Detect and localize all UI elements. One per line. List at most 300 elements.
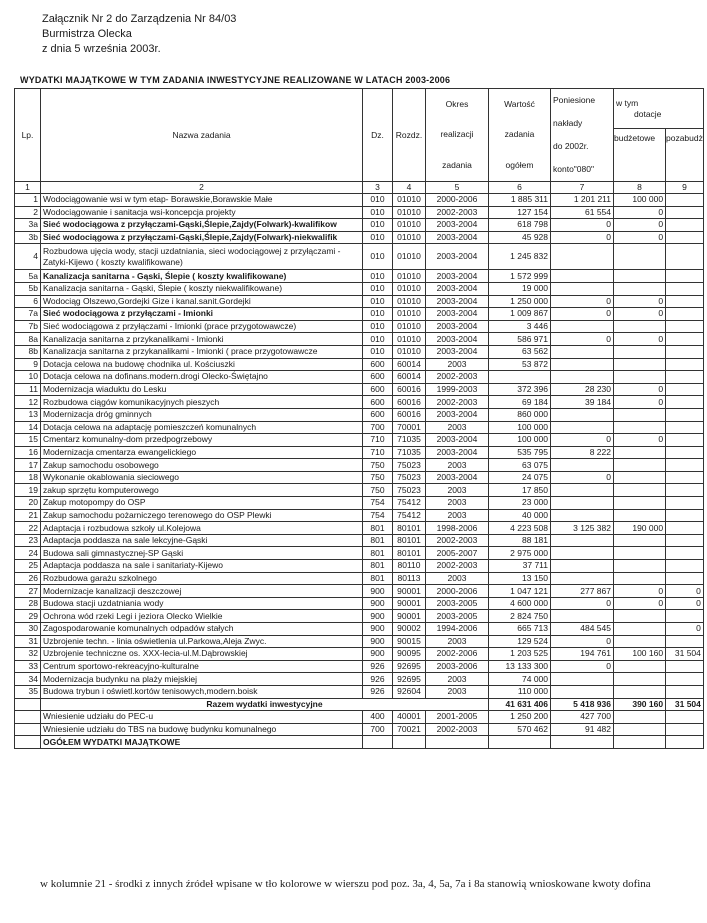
row-nazwa: Zakup samochodu pożarniczego terenowego do OSP Plewki bbox=[41, 509, 363, 522]
row-poniesione bbox=[551, 320, 614, 333]
table-row bbox=[15, 194, 704, 207]
row-dz: 010 bbox=[363, 206, 393, 219]
row-okres: 2000-2006 bbox=[426, 585, 489, 598]
row-dotacje-budzetowe bbox=[614, 623, 666, 636]
row-poniesione bbox=[551, 345, 614, 358]
row-nazwa: Modernizacja budynku na plaży miejskiej bbox=[41, 673, 363, 686]
row-dotacje-budzetowe bbox=[614, 610, 666, 623]
row-okres: 2003-2004 bbox=[426, 270, 489, 283]
row-wartosc: 74 000 bbox=[489, 673, 551, 686]
row-dz: 801 bbox=[363, 547, 393, 560]
row-dz: 010 bbox=[363, 345, 393, 358]
row-lp: 17 bbox=[15, 459, 41, 472]
row-okres: 2002-2003 bbox=[426, 396, 489, 409]
row-rozdz: 80101 bbox=[393, 534, 426, 547]
row-nazwa: Wodociąg Olszewo,Gordejki Gize i kanal.sanit.Gordejki bbox=[41, 295, 363, 308]
row-nazwa: Budowa stacji uzdatniania wody bbox=[41, 597, 363, 610]
row-nazwa: Modernizacja wiaduktu do Lesku bbox=[41, 383, 363, 396]
row-dz: 010 bbox=[363, 320, 393, 333]
row-nazwa: Budowa trybun i oświetl.kortów tenisowych,modern.boisk bbox=[41, 685, 363, 698]
grand-total-cell bbox=[426, 736, 489, 749]
row-wartosc: 1 245 832 bbox=[489, 244, 551, 270]
row-lp: 6 bbox=[15, 295, 41, 308]
row-dotacje-budzetowe bbox=[614, 421, 666, 434]
grand-total-cell bbox=[614, 736, 666, 749]
row-wartosc: 19 000 bbox=[489, 282, 551, 295]
row-rozdz: 75023 bbox=[393, 484, 426, 497]
row-dotacje-budzetowe bbox=[614, 723, 666, 736]
row-wartosc: 860 000 bbox=[489, 408, 551, 421]
row-okres: 2003-2004 bbox=[426, 471, 489, 484]
column-index-cell: 7 bbox=[551, 182, 614, 194]
row-nazwa: Adaptacja i rozbudowa szkoły ul.Kolejowa bbox=[41, 522, 363, 535]
row-poniesione: 0 bbox=[551, 635, 614, 648]
row-wartosc: 665 713 bbox=[489, 623, 551, 636]
row-dotacje-budzetowe bbox=[614, 685, 666, 698]
row-dotacje-pozabudzetowe bbox=[666, 610, 704, 623]
row-poniesione: 0 bbox=[551, 434, 614, 447]
row-poniesione bbox=[551, 673, 614, 686]
row-dotacje-pozabudzetowe bbox=[666, 244, 704, 270]
row-rozdz: 71035 bbox=[393, 446, 426, 459]
total-label: Razem wydatki inwestycyjne bbox=[41, 698, 489, 711]
row-rozdz: 01010 bbox=[393, 219, 426, 232]
column-index-cell: 9 bbox=[666, 182, 704, 194]
row-rozdz: 01010 bbox=[393, 282, 426, 295]
row-dz: 926 bbox=[363, 660, 393, 673]
row-lp: 22 bbox=[15, 522, 41, 535]
row-okres: 2003 bbox=[426, 685, 489, 698]
row-wartosc: 618 798 bbox=[489, 219, 551, 232]
row-okres: 2003-2004 bbox=[426, 320, 489, 333]
row-rozdz: 01010 bbox=[393, 333, 426, 346]
row-okres: 2002-2003 bbox=[426, 560, 489, 573]
row-dz: 801 bbox=[363, 522, 393, 535]
row-dotacje-budzetowe bbox=[614, 282, 666, 295]
row-nazwa: Kanalizacja sanitarna z przykanalikami - Imionki ( prace przygotowawcze bbox=[41, 345, 363, 358]
table-row bbox=[15, 522, 704, 535]
row-rozdz: 40001 bbox=[393, 711, 426, 724]
row-okres: 2005-2007 bbox=[426, 547, 489, 560]
row-nazwa: Kanalizacja sanitarna - Gąski, Ślepie ( koszty kwalifikowane) bbox=[41, 270, 363, 283]
row-rozdz: 80110 bbox=[393, 560, 426, 573]
row-lp bbox=[15, 711, 41, 724]
row-dotacje-budzetowe: 0 bbox=[614, 206, 666, 219]
row-lp: 10 bbox=[15, 371, 41, 384]
row-nazwa: Rozbudowa garażu szkolnego bbox=[41, 572, 363, 585]
col-nazwa: Nazwa zadania bbox=[41, 89, 363, 182]
row-dotacje-pozabudzetowe bbox=[666, 572, 704, 585]
table-row bbox=[15, 484, 704, 497]
table-row bbox=[15, 408, 704, 421]
row-rozdz: 01010 bbox=[393, 320, 426, 333]
footnote: w kolumnie 21 - środki z innych źródeł wpisane w tło kolorowe w wierszu pod poz. 3a, 4, 5a, 7a i 8a stanowią wnioskowane kwoty dofina bbox=[40, 878, 651, 890]
row-wartosc: 40 000 bbox=[489, 509, 551, 522]
row-nazwa: Rozbudowa ciągów komunikacyjnych pieszych bbox=[41, 396, 363, 409]
row-rozdz: 80101 bbox=[393, 547, 426, 560]
row-okres: 2003 bbox=[426, 635, 489, 648]
row-dotacje-pozabudzetowe bbox=[666, 459, 704, 472]
grand-total-cell bbox=[666, 736, 704, 749]
row-dz: 900 bbox=[363, 635, 393, 648]
row-poniesione: 1 201 211 bbox=[551, 194, 614, 207]
row-okres: 2003 bbox=[426, 484, 489, 497]
row-okres: 2003-2004 bbox=[426, 446, 489, 459]
row-dz: 600 bbox=[363, 408, 393, 421]
row-lp: 23 bbox=[15, 534, 41, 547]
row-okres: 2002-2003 bbox=[426, 723, 489, 736]
row-dotacje-pozabudzetowe bbox=[666, 711, 704, 724]
row-okres: 2002-2003 bbox=[426, 206, 489, 219]
row-poniesione bbox=[551, 421, 614, 434]
row-okres: 2000-2006 bbox=[426, 194, 489, 207]
row-dz: 926 bbox=[363, 673, 393, 686]
row-dotacje-pozabudzetowe: 31 504 bbox=[666, 648, 704, 661]
row-lp: 34 bbox=[15, 673, 41, 686]
row-lp: 35 bbox=[15, 685, 41, 698]
row-dz: 900 bbox=[363, 623, 393, 636]
table-row bbox=[15, 383, 704, 396]
expenditure-table bbox=[14, 88, 704, 749]
row-dz: 900 bbox=[363, 585, 393, 598]
row-dz: 926 bbox=[363, 685, 393, 698]
col-rozdz: Rozdz. bbox=[393, 89, 426, 182]
row-poniesione bbox=[551, 547, 614, 560]
row-wartosc: 586 971 bbox=[489, 333, 551, 346]
row-lp: 5a bbox=[15, 270, 41, 283]
row-poniesione bbox=[551, 270, 614, 283]
row-poniesione: 0 bbox=[551, 308, 614, 321]
total-budzetowe: 390 160 bbox=[614, 698, 666, 711]
grand-total-row bbox=[15, 736, 704, 749]
row-dotacje-budzetowe bbox=[614, 345, 666, 358]
row-dz: 750 bbox=[363, 471, 393, 484]
row-wartosc: 4 600 000 bbox=[489, 597, 551, 610]
row-rozdz: 75412 bbox=[393, 497, 426, 510]
row-wartosc: 2 824 750 bbox=[489, 610, 551, 623]
row-rozdz: 75023 bbox=[393, 459, 426, 472]
grand-total-cell bbox=[489, 736, 551, 749]
row-rozdz: 01010 bbox=[393, 308, 426, 321]
row-dotacje-pozabudzetowe bbox=[666, 333, 704, 346]
row-dotacje-budzetowe bbox=[614, 509, 666, 522]
row-dz: 801 bbox=[363, 560, 393, 573]
extra-row bbox=[15, 723, 704, 736]
row-nazwa: Zakup samochodu osobowego bbox=[41, 459, 363, 472]
row-wartosc: 13 150 bbox=[489, 572, 551, 585]
row-dotacje-pozabudzetowe bbox=[666, 434, 704, 447]
table-row bbox=[15, 320, 704, 333]
row-dotacje-pozabudzetowe: 0 bbox=[666, 585, 704, 598]
row-poniesione: 28 230 bbox=[551, 383, 614, 396]
row-dotacje-budzetowe: 100 000 bbox=[614, 194, 666, 207]
row-lp: 21 bbox=[15, 509, 41, 522]
table-row bbox=[15, 219, 704, 232]
row-poniesione bbox=[551, 282, 614, 295]
row-lp: 9 bbox=[15, 358, 41, 371]
table-row bbox=[15, 421, 704, 434]
col-pozabudzetowe: pozabudż bbox=[666, 133, 703, 143]
row-lp: 24 bbox=[15, 547, 41, 560]
row-dotacje-pozabudzetowe: 0 bbox=[666, 597, 704, 610]
row-nazwa: Uzbrojenie techniczne os. XXX-lecia-ul.M.Dąbrowskiej bbox=[41, 648, 363, 661]
table-row bbox=[15, 534, 704, 547]
row-poniesione: 427 700 bbox=[551, 711, 614, 724]
row-dotacje-budzetowe: 0 bbox=[614, 308, 666, 321]
row-lp: 18 bbox=[15, 471, 41, 484]
row-rozdz: 80101 bbox=[393, 522, 426, 535]
row-dotacje-budzetowe: 0 bbox=[614, 219, 666, 232]
row-lp: 14 bbox=[15, 421, 41, 434]
row-dotacje-budzetowe bbox=[614, 572, 666, 585]
row-wartosc bbox=[489, 371, 551, 384]
row-nazwa: Uzbrojenie techn. - linia oświetlenia ul.Parkowa,Aleja Zwyc. bbox=[41, 635, 363, 648]
row-dotacje-pozabudzetowe bbox=[666, 345, 704, 358]
row-rozdz: 01010 bbox=[393, 295, 426, 308]
page-title: WYDATKI MAJĄTKOWE W TYM ZADANIA INWESTYCYJNE REALIZOWANE W LATACH 2003-2006 bbox=[20, 75, 451, 85]
row-rozdz: 01010 bbox=[393, 270, 426, 283]
row-dotacje-pozabudzetowe bbox=[666, 206, 704, 219]
table-row bbox=[15, 358, 704, 371]
row-nazwa: Dotacja celowa na dofinans.modern.drogi Olecko-Świętajno bbox=[41, 371, 363, 384]
row-lp: 12 bbox=[15, 396, 41, 409]
row-rozdz: 01010 bbox=[393, 345, 426, 358]
row-dotacje-budzetowe: 0 bbox=[614, 597, 666, 610]
row-dz: 010 bbox=[363, 244, 393, 270]
row-wartosc: 100 000 bbox=[489, 421, 551, 434]
row-nazwa: Wodociągowanie i sanitacja wsi-koncepcja projekty bbox=[41, 206, 363, 219]
column-index-cell: 8 bbox=[614, 182, 666, 194]
row-dotacje-budzetowe bbox=[614, 371, 666, 384]
row-dotacje-pozabudzetowe bbox=[666, 308, 704, 321]
row-lp bbox=[15, 723, 41, 736]
table-row bbox=[15, 660, 704, 673]
row-nazwa: Zakup motopompy do OSP bbox=[41, 497, 363, 510]
row-poniesione: 0 bbox=[551, 471, 614, 484]
row-dotacje-budzetowe bbox=[614, 547, 666, 560]
row-nazwa: Sieć wodociągowa z przyłączami-Gąski,Ślepie,Zajdy(Folwark)-kwalifikow bbox=[41, 219, 363, 232]
row-dotacje-budzetowe bbox=[614, 560, 666, 573]
row-dotacje-budzetowe bbox=[614, 635, 666, 648]
row-nazwa: Sieć wodociągowa z przyłączami - Imionki bbox=[41, 308, 363, 321]
table-row bbox=[15, 270, 704, 283]
row-rozdz: 90001 bbox=[393, 585, 426, 598]
row-dz: 710 bbox=[363, 434, 393, 447]
row-dz: 010 bbox=[363, 282, 393, 295]
row-okres: 2003-2004 bbox=[426, 282, 489, 295]
row-wartosc: 17 850 bbox=[489, 484, 551, 497]
row-dotacje-pozabudzetowe bbox=[666, 396, 704, 409]
row-dotacje-budzetowe: 0 bbox=[614, 295, 666, 308]
row-wartosc: 23 000 bbox=[489, 497, 551, 510]
row-dotacje-budzetowe bbox=[614, 660, 666, 673]
row-dotacje-pozabudzetowe bbox=[666, 673, 704, 686]
row-lp: 1 bbox=[15, 194, 41, 207]
row-okres: 2003-2004 bbox=[426, 231, 489, 244]
row-wartosc: 1 047 121 bbox=[489, 585, 551, 598]
row-dotacje-pozabudzetowe bbox=[666, 295, 704, 308]
row-okres: 2003-2004 bbox=[426, 434, 489, 447]
row-nazwa: Adaptacja poddasza na sale lekcyjne-Gąski bbox=[41, 534, 363, 547]
row-wartosc: 1 250 000 bbox=[489, 295, 551, 308]
row-wartosc: 535 795 bbox=[489, 446, 551, 459]
row-poniesione bbox=[551, 358, 614, 371]
row-dz: 801 bbox=[363, 534, 393, 547]
row-lp: 19 bbox=[15, 484, 41, 497]
row-rozdz: 90015 bbox=[393, 635, 426, 648]
row-nazwa: Adaptacja poddasza na sale i sanitariaty-Kijewo bbox=[41, 560, 363, 573]
row-okres: 2003-2004 bbox=[426, 308, 489, 321]
col-dz: Dz. bbox=[363, 89, 393, 182]
row-dotacje-pozabudzetowe bbox=[666, 484, 704, 497]
header-line-1: Załącznik Nr 2 do Zarządzenia Nr 84/03 bbox=[42, 13, 237, 25]
row-nazwa: Wykonanie okablowania sieciowego bbox=[41, 471, 363, 484]
row-poniesione bbox=[551, 497, 614, 510]
row-okres: 2003 bbox=[426, 421, 489, 434]
row-rozdz: 01010 bbox=[393, 244, 426, 270]
row-dotacje-budzetowe bbox=[614, 244, 666, 270]
row-dotacje-pozabudzetowe bbox=[666, 231, 704, 244]
table-row bbox=[15, 597, 704, 610]
table-row bbox=[15, 231, 704, 244]
row-nazwa: Cmentarz komunalny-dom przedpogrzebowy bbox=[41, 434, 363, 447]
table-row bbox=[15, 560, 704, 573]
row-wartosc: 1 203 525 bbox=[489, 648, 551, 661]
header-line-3: z dnia 5 września 2003r. bbox=[42, 43, 161, 55]
col-wtym: w tym dotacje budżetowe pozabudż bbox=[614, 89, 704, 182]
row-wartosc: 24 075 bbox=[489, 471, 551, 484]
table-row bbox=[15, 572, 704, 585]
table-row bbox=[15, 547, 704, 560]
row-dotacje-pozabudzetowe bbox=[666, 560, 704, 573]
row-poniesione bbox=[551, 408, 614, 421]
row-dotacje-pozabudzetowe bbox=[666, 358, 704, 371]
row-dz: 801 bbox=[363, 572, 393, 585]
row-dotacje-budzetowe bbox=[614, 320, 666, 333]
row-dz: 600 bbox=[363, 396, 393, 409]
document-header bbox=[42, 12, 236, 57]
row-okres: 1994-2006 bbox=[426, 623, 489, 636]
row-rozdz: 70021 bbox=[393, 723, 426, 736]
row-poniesione bbox=[551, 459, 614, 472]
row-rozdz: 01010 bbox=[393, 194, 426, 207]
row-rozdz: 60016 bbox=[393, 383, 426, 396]
row-lp: 8b bbox=[15, 345, 41, 358]
table-row bbox=[15, 685, 704, 698]
row-poniesione: 3 125 382 bbox=[551, 522, 614, 535]
row-dotacje-budzetowe bbox=[614, 534, 666, 547]
row-nazwa: Modernizacja cmentarza ewangelickiego bbox=[41, 446, 363, 459]
row-dz: 600 bbox=[363, 371, 393, 384]
row-dotacje-pozabudzetowe bbox=[666, 635, 704, 648]
table-row bbox=[15, 308, 704, 321]
row-dotacje-pozabudzetowe bbox=[666, 194, 704, 207]
row-lp: 20 bbox=[15, 497, 41, 510]
row-dotacje-budzetowe: 0 bbox=[614, 585, 666, 598]
row-okres: 1998-2006 bbox=[426, 522, 489, 535]
row-okres: 2003-2004 bbox=[426, 244, 489, 270]
row-nazwa: Ochrona wód rzeki Legi i jeziora Olecko Wielkie bbox=[41, 610, 363, 623]
row-wartosc: 37 711 bbox=[489, 560, 551, 573]
row-wartosc: 4 223 508 bbox=[489, 522, 551, 535]
row-lp: 29 bbox=[15, 610, 41, 623]
row-poniesione: 61 554 bbox=[551, 206, 614, 219]
row-dotacje-pozabudzetowe bbox=[666, 270, 704, 283]
total-pozabudzetowe: 31 504 bbox=[666, 698, 704, 711]
row-okres: 2003-2004 bbox=[426, 295, 489, 308]
row-nazwa: Rozbudowa ujęcia wody, stacji uzdatniania, sieci wodociągowej z przyłączami - Zatyki-Kijewo ( koszty kwalifikowane) bbox=[41, 244, 363, 270]
row-nazwa: Modernizacja dróg gminnych bbox=[41, 408, 363, 421]
row-dz: 010 bbox=[363, 231, 393, 244]
row-wartosc: 1 009 867 bbox=[489, 308, 551, 321]
row-nazwa: Zagospodarowanie komunalnych odpadów stałych bbox=[41, 623, 363, 636]
row-rozdz: 90095 bbox=[393, 648, 426, 661]
extra-row bbox=[15, 711, 704, 724]
row-rozdz: 70001 bbox=[393, 421, 426, 434]
row-rozdz: 71035 bbox=[393, 434, 426, 447]
row-poniesione: 0 bbox=[551, 295, 614, 308]
row-dotacje-budzetowe bbox=[614, 711, 666, 724]
row-poniesione bbox=[551, 244, 614, 270]
table-row bbox=[15, 471, 704, 484]
table-row bbox=[15, 610, 704, 623]
row-okres: 2003 bbox=[426, 572, 489, 585]
row-dz: 750 bbox=[363, 484, 393, 497]
row-rozdz: 60016 bbox=[393, 408, 426, 421]
table-row bbox=[15, 206, 704, 219]
table-row bbox=[15, 648, 704, 661]
row-dotacje-pozabudzetowe bbox=[666, 421, 704, 434]
row-dotacje-pozabudzetowe bbox=[666, 408, 704, 421]
row-poniesione bbox=[551, 610, 614, 623]
row-okres: 2003-2004 bbox=[426, 219, 489, 232]
row-okres: 2003 bbox=[426, 509, 489, 522]
row-poniesione: 0 bbox=[551, 333, 614, 346]
row-dotacje-budzetowe bbox=[614, 270, 666, 283]
row-okres: 2003-2005 bbox=[426, 610, 489, 623]
row-poniesione: 484 545 bbox=[551, 623, 614, 636]
column-index-row bbox=[15, 182, 704, 194]
row-rozdz: 75412 bbox=[393, 509, 426, 522]
row-dotacje-budzetowe bbox=[614, 497, 666, 510]
table-row bbox=[15, 345, 704, 358]
total-spacer bbox=[15, 698, 41, 711]
table-row bbox=[15, 585, 704, 598]
row-okres: 2003 bbox=[426, 673, 489, 686]
row-nazwa: Dotacja celowa na budowę chodnika ul. Kościuszki bbox=[41, 358, 363, 371]
row-dotacje-budzetowe: 0 bbox=[614, 434, 666, 447]
row-dotacje-budzetowe: 0 bbox=[614, 396, 666, 409]
grand-total-label: OGÓŁEM WYDATKI MAJĄTKOWE bbox=[41, 736, 363, 749]
row-okres: 2003-2004 bbox=[426, 345, 489, 358]
row-dz: 710 bbox=[363, 446, 393, 459]
row-dotacje-pozabudzetowe bbox=[666, 522, 704, 535]
row-okres: 2003-2005 bbox=[426, 597, 489, 610]
table-row bbox=[15, 509, 704, 522]
row-dotacje-budzetowe: 0 bbox=[614, 383, 666, 396]
grand-total-cell bbox=[393, 736, 426, 749]
row-okres: 2002-2006 bbox=[426, 648, 489, 661]
row-lp: 16 bbox=[15, 446, 41, 459]
row-dotacje-pozabudzetowe bbox=[666, 534, 704, 547]
row-rozdz: 60014 bbox=[393, 358, 426, 371]
row-okres: 2003-2006 bbox=[426, 660, 489, 673]
row-rozdz: 90001 bbox=[393, 610, 426, 623]
row-lp: 8a bbox=[15, 333, 41, 346]
row-wartosc: 1 885 311 bbox=[489, 194, 551, 207]
row-dotacje-budzetowe bbox=[614, 459, 666, 472]
row-dz: 010 bbox=[363, 219, 393, 232]
